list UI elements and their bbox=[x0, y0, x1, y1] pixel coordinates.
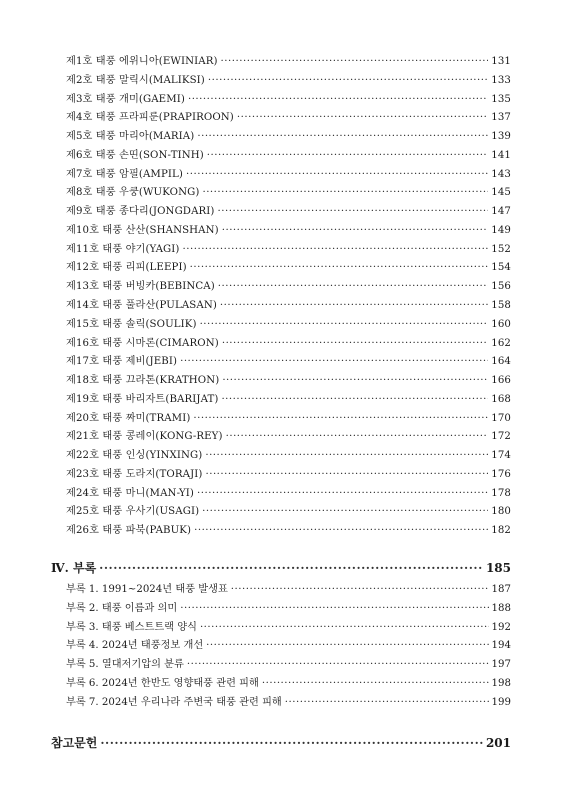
entry-page-number: 143 bbox=[491, 168, 511, 180]
entry-page-number: 172 bbox=[491, 431, 511, 443]
leader-dots bbox=[190, 262, 489, 273]
entry-page-number: 176 bbox=[491, 468, 511, 480]
entry-title: 부록 7. 2024년 우리나라 주변국 태풍 관련 피해 bbox=[66, 696, 282, 708]
entry-page-number: 199 bbox=[491, 696, 511, 708]
toc-references[interactable] bbox=[51, 734, 511, 751]
entry-title: 부록 6. 2024년 한반도 영향태풍 관련 피해 bbox=[66, 678, 259, 690]
leader-dots bbox=[226, 431, 489, 442]
leader-dots bbox=[186, 169, 488, 180]
leader-dots bbox=[197, 131, 488, 142]
toc-entry-typhoon[interactable] bbox=[66, 484, 511, 503]
entry-title: 제24호 태풍 마니(MAN-YI) bbox=[66, 487, 195, 499]
entry-page-number: 147 bbox=[491, 206, 511, 218]
leader-dots bbox=[222, 225, 489, 236]
entry-title: 제7호 태풍 암필(AMPIL) bbox=[66, 168, 183, 180]
entry-title: 제10호 태풍 산산(SHANSHAN) bbox=[66, 224, 219, 236]
entry-title: 제5호 태풍 마리아(MARIA) bbox=[66, 131, 195, 143]
leader-dots bbox=[100, 736, 483, 750]
leader-dots bbox=[187, 659, 489, 670]
toc-entry-typhoon[interactable] bbox=[66, 165, 511, 184]
entry-page-number: 152 bbox=[491, 243, 511, 255]
toc-entry-typhoon[interactable] bbox=[66, 277, 511, 296]
toc-entry-typhoon[interactable] bbox=[66, 371, 511, 390]
entry-page-number: 182 bbox=[491, 525, 511, 537]
entry-page-number: 154 bbox=[491, 262, 511, 274]
toc-entry-typhoon[interactable] bbox=[66, 465, 511, 484]
toc-entry-typhoon[interactable] bbox=[66, 334, 511, 353]
toc-entry-typhoon[interactable] bbox=[66, 90, 511, 109]
entry-title: 제17호 태풍 제비(JEBI) bbox=[66, 356, 178, 368]
entry-title: 제20호 태풍 짜미(TRAMI) bbox=[66, 412, 191, 424]
toc-entry-typhoon[interactable] bbox=[66, 390, 511, 409]
leader-dots bbox=[197, 488, 488, 499]
leader-dots bbox=[205, 469, 488, 480]
toc-entry-typhoon[interactable] bbox=[66, 409, 511, 428]
entry-page-number: 178 bbox=[491, 487, 511, 499]
leader-dots bbox=[231, 584, 489, 595]
entry-page-number: 162 bbox=[491, 337, 511, 349]
leader-dots bbox=[202, 506, 488, 517]
entry-page-number: 156 bbox=[491, 281, 511, 293]
entry-title: 제1호 태풍 에위니아(EWINIAR) bbox=[66, 56, 218, 67]
entry-title: 부록 5. 열대저기압의 분류 bbox=[66, 659, 184, 671]
entry-title: 제11호 태풍 야기(YAGI) bbox=[66, 243, 180, 255]
toc-entry-appendix[interactable] bbox=[66, 618, 511, 633]
leader-dots bbox=[180, 603, 488, 614]
references-page-number: 201 bbox=[485, 736, 511, 750]
entry-page-number: 149 bbox=[491, 224, 511, 236]
entry-page-number: 168 bbox=[491, 393, 511, 405]
toc-entry-typhoon[interactable] bbox=[66, 296, 511, 315]
entry-title: 제19호 태풍 바리자트(BARIJAT) bbox=[66, 393, 219, 405]
entry-page-number: 139 bbox=[491, 131, 511, 143]
leader-dots bbox=[180, 356, 488, 367]
leader-dots bbox=[183, 244, 489, 255]
leader-dots bbox=[221, 394, 488, 405]
leader-dots bbox=[206, 640, 488, 651]
entry-page-number: 170 bbox=[491, 412, 511, 424]
leader-dots bbox=[262, 678, 489, 689]
toc-entry-typhoon[interactable] bbox=[66, 202, 511, 221]
leader-dots bbox=[193, 413, 488, 424]
entry-page-number: 192 bbox=[491, 621, 511, 633]
entry-title: 제14호 태풍 풀라산(PULASAN) bbox=[66, 300, 217, 311]
toc-entry-typhoon[interactable] bbox=[66, 352, 511, 371]
toc-entry-typhoon[interactable] bbox=[66, 127, 511, 146]
entry-page-number: 197 bbox=[491, 659, 511, 671]
entry-title: 제15호 태풍 솔릭(SOULIK) bbox=[66, 318, 197, 330]
leader-dots bbox=[222, 338, 488, 349]
toc-entry-typhoon[interactable] bbox=[66, 108, 511, 127]
toc-entry-appendix[interactable] bbox=[66, 655, 511, 670]
entry-page-number: 145 bbox=[491, 187, 511, 199]
leader-dots bbox=[218, 281, 488, 292]
leader-dots bbox=[99, 561, 483, 575]
references-title: 참고문헌 bbox=[51, 736, 98, 750]
entry-title: 제2호 태풍 말릭시(MALIKSI) bbox=[66, 74, 205, 86]
entry-page-number: 174 bbox=[491, 450, 511, 462]
entry-title: 제21호 태풍 콩레이(KONG-REY) bbox=[66, 431, 223, 443]
entry-title: 제3호 태풍 개미(GAEMI) bbox=[66, 93, 185, 105]
entry-title: 부록 2. 태풍 이름과 의미 bbox=[66, 602, 178, 614]
entry-page-number: 141 bbox=[491, 149, 511, 161]
entry-page-number: 180 bbox=[491, 506, 511, 518]
leader-dots bbox=[205, 450, 488, 461]
entry-page-number: 188 bbox=[491, 602, 511, 614]
leader-dots bbox=[221, 56, 489, 67]
toc-entry-typhoon[interactable] bbox=[66, 502, 511, 521]
toc-entry-typhoon[interactable] bbox=[66, 240, 511, 259]
toc-entry-appendix[interactable] bbox=[66, 693, 511, 708]
entry-title: 부록 1. 1991~2024년 태풍 발생표 bbox=[66, 584, 228, 595]
toc-entry-typhoon[interactable] bbox=[66, 521, 511, 540]
entry-title: 제22호 태풍 인싱(YINXING) bbox=[66, 450, 203, 462]
toc-entry-appendix[interactable] bbox=[66, 636, 511, 651]
entry-title: 제25호 태풍 우사기(USAGI) bbox=[66, 506, 200, 518]
entry-page-number: 198 bbox=[491, 678, 511, 690]
entry-title: 제23호 태풍 도라지(TORAJI) bbox=[66, 468, 203, 480]
entry-title: 제26호 태풍 파북(PABUK) bbox=[66, 525, 192, 537]
entry-title: 부록 4. 2024년 태풍정보 개선 bbox=[66, 640, 204, 652]
leader-dots bbox=[200, 622, 489, 633]
toc-entry-appendix[interactable] bbox=[66, 599, 511, 614]
entry-title: 제6호 태풍 손띤(SON-TINH) bbox=[66, 149, 204, 161]
leader-dots bbox=[207, 150, 488, 161]
entry-page-number: 158 bbox=[491, 300, 511, 311]
entry-page-number: 131 bbox=[491, 56, 511, 67]
leader-dots bbox=[194, 525, 488, 536]
entry-title: 제18호 태풍 끄라톤(KRATHON) bbox=[66, 375, 220, 387]
toc-entry-typhoon[interactable] bbox=[66, 52, 511, 71]
section-page-number: 185 bbox=[485, 561, 511, 575]
entry-page-number: 166 bbox=[491, 375, 511, 387]
toc-entry-typhoon[interactable] bbox=[66, 315, 511, 334]
entry-title: 제4호 태풍 프라피룬(PRAPIROON) bbox=[66, 112, 234, 124]
entry-page-number: 137 bbox=[491, 112, 511, 124]
entry-page-number: 187 bbox=[491, 584, 511, 595]
toc-entry-appendix[interactable] bbox=[66, 674, 511, 689]
leader-dots bbox=[188, 94, 488, 105]
leader-dots bbox=[218, 206, 489, 217]
leader-dots bbox=[220, 300, 488, 311]
toc-entry-typhoon[interactable] bbox=[66, 446, 511, 465]
toc-entry-typhoon[interactable] bbox=[66, 71, 511, 90]
leader-dots bbox=[285, 697, 489, 708]
entry-page-number: 160 bbox=[491, 318, 511, 330]
entry-page-number: 135 bbox=[491, 93, 511, 105]
entry-page-number: 194 bbox=[491, 640, 511, 652]
toc-entry-appendix[interactable] bbox=[66, 580, 511, 595]
entry-title: 부록 3. 태풍 베스트트랙 양식 bbox=[66, 621, 197, 633]
leader-dots bbox=[200, 319, 489, 330]
leader-dots bbox=[208, 75, 488, 86]
section-title: Ⅳ. 부록 bbox=[51, 561, 97, 575]
entry-page-number: 164 bbox=[491, 356, 511, 368]
entry-title: 제12호 태풍 리피(LEEPI) bbox=[66, 262, 187, 274]
entry-title: 제13호 태풍 버빙카(BEBINCA) bbox=[66, 281, 215, 293]
leader-dots bbox=[222, 375, 488, 386]
toc-entry-typhoon[interactable] bbox=[66, 221, 511, 240]
toc-entry-typhoon[interactable] bbox=[66, 183, 511, 202]
toc-entry-typhoon[interactable] bbox=[66, 146, 511, 165]
toc-section-appendix[interactable] bbox=[51, 559, 511, 576]
leader-dots bbox=[202, 187, 488, 198]
entry-title: 제9호 태풍 종다리(JONGDARI) bbox=[66, 206, 215, 218]
entry-page-number: 133 bbox=[491, 74, 511, 86]
toc-entry-typhoon[interactable] bbox=[66, 258, 511, 277]
toc-entry-typhoon[interactable] bbox=[66, 427, 511, 446]
entry-title: 제8호 태풍 우쿵(WUKONG) bbox=[66, 187, 200, 199]
entry-title: 제16호 태풍 시마론(CIMARON) bbox=[66, 337, 219, 349]
leader-dots bbox=[237, 112, 488, 123]
